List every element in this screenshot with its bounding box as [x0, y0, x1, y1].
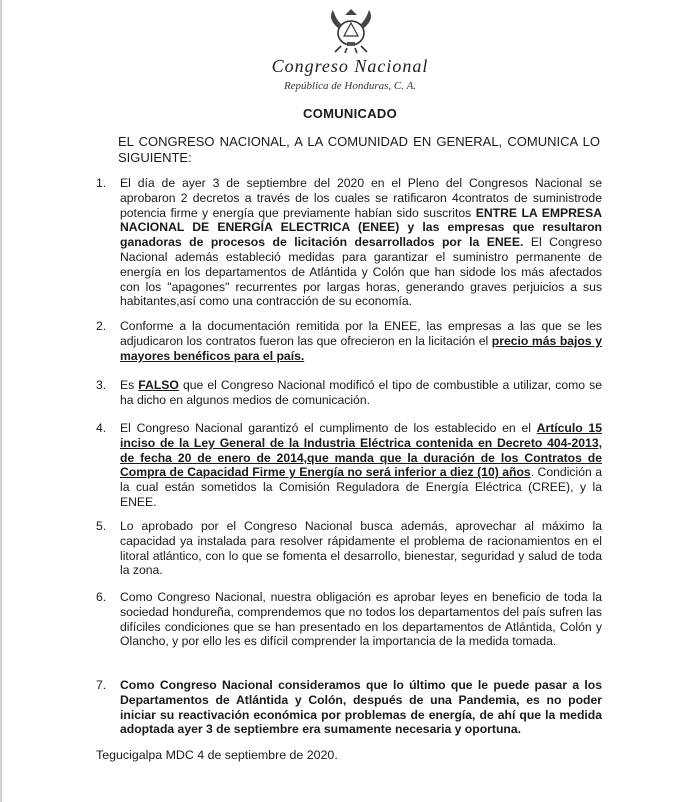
org-name: Congreso Nacional — [271, 56, 429, 76]
emphasis-text: precio más bajos y mayores benéficos para el país. — [120, 333, 602, 363]
item-text — [120, 421, 602, 510]
list-item — [96, 421, 602, 510]
body-text: Es — [120, 378, 139, 392]
emphasis-text: Como Congreso Nacional consideramos que lo último que le puede pasar a los Departamentos de Atlántida y Colón, después de una Pandemia, es no poder iniciar su reactivación económica por problemas de energía, de ahí que la medida adoptada ayer 3 de septiembre era sumamente necesaria y oportuna. — [120, 678, 602, 737]
list-item — [96, 319, 602, 363]
emphasis-text: Artículo 15 inciso de la Ley General de la Industria Eléctrica contenida en Decreto 404-2013, de fecha 20 de enero de 2014,que manda que la duración de los Contratos de Compra de Capacidad Firme y Energía no será inferior a diez (10) años — [120, 421, 602, 480]
list-item — [96, 678, 602, 737]
item-number: 4. — [96, 421, 107, 435]
body-text: que el Congreso Nacional modificó el tipo de combustible a utilizar, como se ha dicho en algunos medios de comunicación. — [120, 378, 602, 407]
body-text: El Congreso Nacional además estableció medidas para garantizar el suministro permanente de energía en los departamentos de Atlántida y Colón que han sidode los más afectados con los "apagones" recurrentes por largas horas, generando graves perjuicios a sus habitantes,así como una contracción de su economía. — [120, 235, 603, 309]
item-text — [120, 590, 602, 649]
list-item — [96, 519, 602, 578]
body-text: Como Congreso Nacional, nuestra obligación es aprobar leyes en beneficio de toda la sociedad hondureña, comprendemos que no todos los departamentos del país sufren las difíciles condiciones que se han presentado en los departamentos de Atlántida, Colón y Olancho, y por ello les es difícil comprender la importancia de la medida tomada. — [120, 590, 602, 649]
list-item — [96, 590, 602, 649]
item-number: 1. — [96, 176, 107, 190]
date-line: Tegucigalpa MDC 4 de septiembre de 2020. — [96, 748, 338, 762]
body-text: Lo aprobado por el Congreso Nacional busca además, aprovechar al máximo la capacidad ya instalada para resolver rápidamente el problema de racionamientos en el litoral atlántico, con lo que se fomenta el desarrollo, bienestar, seguridad y salud de toda la zona. — [120, 519, 602, 578]
item-number: 6. — [96, 590, 107, 604]
item-number: 5. — [96, 519, 107, 533]
item-text — [120, 378, 602, 408]
item-number: 3. — [96, 378, 107, 392]
intro-paragraph: EL CONGRESO NACIONAL, A LA COMUNIDAD EN GENERAL, COMUNICA LO SIGUIENTE: — [118, 134, 600, 165]
list-item — [96, 378, 602, 408]
item-number: 2. — [96, 319, 107, 333]
emphasis-text: FALSO — [138, 378, 179, 392]
item-text — [120, 176, 602, 309]
document-title: COMUNICADO — [303, 106, 397, 121]
item-text — [120, 519, 602, 578]
item-text — [120, 319, 602, 363]
body-text: El día de ayer 3 de septiembre del 2020 en el Pleno del Congresos Nacional se aprobaron 2 decretos a través de los cuales se ratificaron 4contratos de suministrodе potencia firme y energía que previamente habían sido suscritos — [120, 176, 602, 220]
coat-of-arms-icon — [325, 6, 377, 54]
emphasis-text: ENTRE LA EMPRESA NACIONAL DE ENERGÍA ELECTRICA (ENEE) y las empresas que resultaron ganadoras de procesos de licitación desarrollados por la ENEE. — [120, 205, 602, 250]
org-subtitle: República de Honduras, C. A. — [283, 80, 417, 92]
body-text: . Condición a la cual están sometidos la Comisión Reguladora de Energía Eléctrica (CREE), y la ENEE. — [120, 465, 602, 509]
item-text — [120, 678, 602, 737]
item-number: 7. — [96, 678, 107, 692]
list-item — [96, 176, 602, 309]
body-text: Conforme a la documentación remitida por la ENEE, las empresas a las que se les adjudicaron los contratos fueron las que ofrecieron en la licitación el — [120, 319, 602, 348]
body-text: El Congreso Nacional garantizó el cumplimento de los establecido en el — [120, 421, 537, 435]
